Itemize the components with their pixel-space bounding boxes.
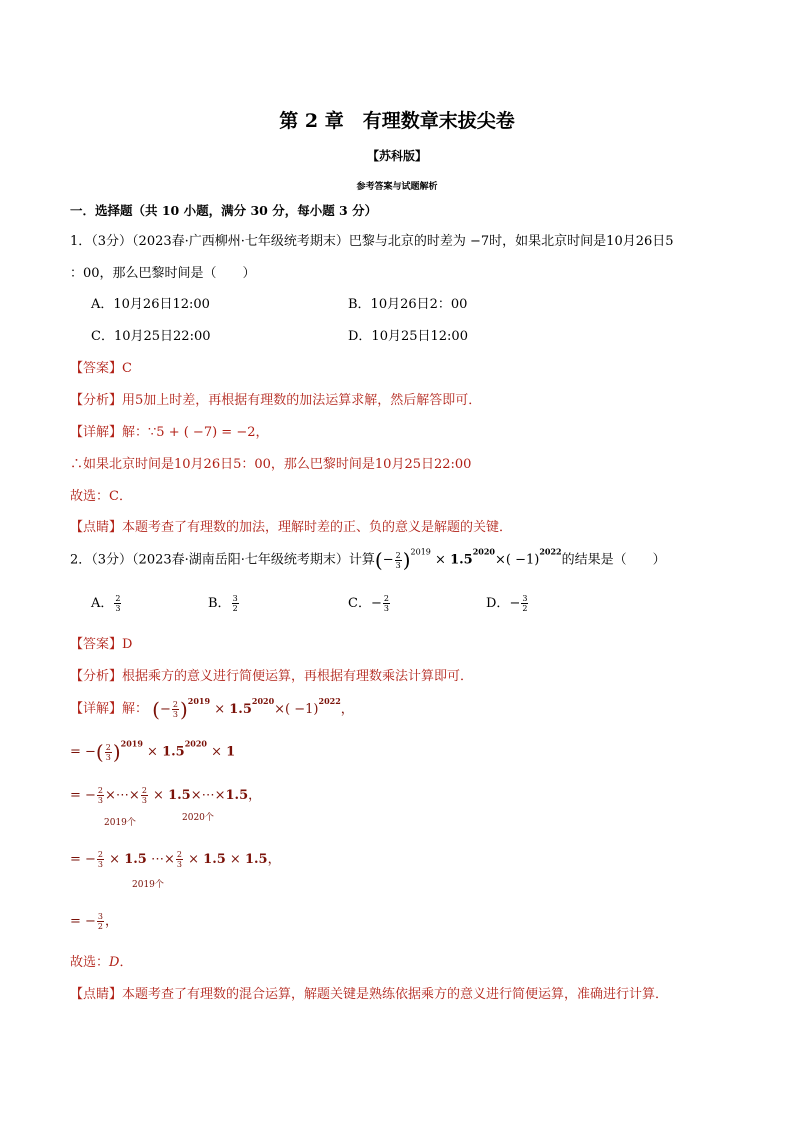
fraction-three-halves: $\frac{3}{2}$ (97, 912, 104, 931)
fraction-two-thirds: $\frac{2}{3}$ (97, 786, 104, 805)
q2-stem-prefix: 2．（3分）（2023春·湖南岳阳·七年级统考期末）计算 (70, 552, 375, 568)
equals-minus: = − (70, 744, 96, 760)
q2-step-5 (70, 910, 118, 931)
q2-step-3 (70, 784, 261, 805)
count-2019-label: 2019个 (104, 818, 136, 828)
q1-detail-prefix: 解： (122, 425, 149, 440)
fraction-two-thirds: $\frac{2}{3}$ (383, 594, 389, 613)
equals-minus: = − (70, 852, 96, 867)
times-sign: × (435, 552, 446, 568)
exponent: 2020 (184, 738, 207, 749)
q1-option-b: B．10月26日2：00 (348, 297, 468, 312)
q2-answer-row (70, 633, 132, 652)
left-paren: ( (95, 740, 104, 764)
subtitle: 参考答案与试题解析 (356, 182, 438, 192)
times-sign: × (109, 852, 121, 867)
base-value: ( −1) (505, 552, 540, 568)
q2-detail-row (70, 697, 354, 721)
q2-comment-label: 【点睛】 (70, 987, 123, 1002)
q1-option-c: C．10月25日22:00 (91, 329, 211, 344)
edition-label: 【苏科版】 (366, 149, 427, 163)
minus-sign: − (370, 596, 382, 611)
exponent: 2022 (318, 695, 341, 706)
comma: ， (267, 852, 281, 867)
choice-suffix: ． (119, 955, 133, 970)
choice-letter: D (109, 955, 120, 970)
page-title: 第 2 章 有理数章末拔尖卷 (279, 110, 515, 132)
q2-option-d (486, 592, 529, 613)
times-sign: × (211, 744, 223, 760)
exponent: 2019 (120, 738, 143, 749)
right-paren: ) (179, 697, 188, 721)
q1-analysis-text: 用5加上时差，再根据有理数的加法运算求解，然后解答即可． (122, 393, 482, 408)
fraction-three-halves: $\frac{3}{2}$ (522, 594, 528, 613)
exponent: 2020 (472, 546, 495, 557)
equals-minus: = − (70, 788, 96, 803)
minus-sign: − (382, 552, 394, 568)
fraction-two-thirds: $\frac{2}{3}$ (115, 594, 121, 613)
base-value: 1.5 (450, 552, 473, 568)
exponent: 2022 (539, 546, 562, 557)
minus-sign: − (509, 596, 521, 611)
q1-analysis-row (70, 389, 481, 408)
choice-prefix: 故选： (70, 955, 110, 970)
left-paren: ( (374, 548, 383, 572)
base-value: 1.5 (244, 852, 268, 867)
base-value: 1.5 (229, 701, 252, 717)
base-value: ( −1) (285, 701, 319, 717)
q2-stem-suffix: 的结果是（ ） (561, 552, 666, 568)
q2-choice (70, 951, 132, 970)
q2-analysis-row (70, 665, 473, 684)
times-sign: × (147, 744, 158, 760)
option-label: D． (486, 596, 510, 611)
q2-answer-value: D (122, 637, 133, 652)
q2-detail-label: 【详解】 (70, 701, 123, 717)
q2-option-a (91, 592, 122, 613)
minus-sign: − (159, 701, 171, 717)
fraction-three-halves: $\frac{3}{2}$ (232, 594, 238, 613)
fraction-two-thirds: $\frac{2}{3}$ (176, 850, 182, 869)
q1-stem-line1: 1．（3分）（2023春·广西柳州·七年级统考期末）巴黎与北京的时差为 −7时，如果北京时间是10月26日5 (70, 234, 674, 249)
fraction-two-thirds: $\frac{2}{3}$ (97, 850, 104, 869)
q1-comment-label: 【点睛】 (70, 520, 123, 535)
times-sign: × (153, 788, 164, 803)
q1-answer-label: 【答案】 (70, 361, 123, 376)
q1-comment-text: 本题考查了有理数的加法，理解时差的正、负的意义是解题的关键． (122, 520, 513, 535)
fraction-two-thirds: $\frac{2}{3}$ (395, 550, 401, 570)
times-sign: × (494, 552, 506, 568)
count-2019-label-2: 2019个 (132, 880, 164, 890)
base-value: 1.5 (225, 788, 249, 803)
q1-detail-label: 【详解】 (70, 425, 123, 440)
q1-option-a: A．10月26日12:00 (91, 297, 210, 312)
q2-stem (70, 548, 666, 572)
q2-option-b (208, 592, 240, 613)
repeated-times: ×⋯× (190, 788, 226, 803)
q1-analysis-label: 【分析】 (70, 393, 123, 408)
q1-detail-math: ∵5 + ( −7) = −2， (148, 425, 269, 440)
q1-detail-row (70, 421, 269, 440)
q1-answer-row (70, 357, 132, 376)
section-heading: 一．选择题（共 10 小题，满分 30 分，每小题 3 分） (70, 203, 378, 218)
q1-option-d: D．10月25日12:00 (348, 329, 468, 344)
exponent: 2020 (251, 695, 275, 706)
option-label: A． (91, 596, 114, 611)
base-value: 1.5 (168, 788, 191, 803)
comma: ， (248, 788, 262, 803)
fraction-two-thirds: $\frac{2}{3}$ (105, 742, 111, 762)
repeated-times: ⋯× (150, 852, 175, 867)
base-value: 1 (226, 744, 236, 760)
q1-stem-line2: ：00，那么巴黎时间是（ ） (70, 266, 256, 281)
q2-analysis-text: 根据乘方的意义进行简便运算，再根据有理数乘法计算即可． (122, 669, 474, 684)
right-paren: ) (402, 548, 411, 572)
q2-analysis-label: 【分析】 (70, 669, 123, 684)
option-label: C． (348, 596, 371, 611)
times-sign: × (229, 852, 241, 867)
times-sign: × (274, 701, 286, 717)
q2-answer-label: 【答案】 (70, 637, 123, 652)
q2-detail-prefix: 解： (122, 701, 149, 717)
q2-comment-row (70, 983, 668, 1002)
option-label: B． (208, 596, 231, 611)
q1-choice: 故选：C． (70, 489, 132, 504)
fraction-two-thirds: $\frac{2}{3}$ (141, 786, 147, 805)
q1-detail-line2: ∴如果北京时间是10月26日5：00，那么巴黎时间是10月25日22:00 (70, 457, 472, 472)
comma: ， (105, 914, 119, 929)
repeated-times: ×⋯× (105, 788, 140, 803)
q1-answer-value: C (122, 361, 132, 376)
exponent: 2019 (187, 695, 211, 706)
left-paren: ( (152, 697, 160, 721)
comma: ， (340, 701, 354, 717)
q2-detail-expr (152, 695, 354, 721)
q2-option-c (348, 592, 391, 613)
base-value: 1.5 (124, 852, 147, 867)
times-sign: × (188, 852, 200, 867)
q1-comment-row (70, 516, 512, 535)
base-value: 1.5 (162, 744, 185, 760)
right-paren: ) (112, 740, 121, 764)
times-sign: × (214, 701, 226, 717)
q2-step-2 (70, 740, 235, 764)
equals-minus: = − (70, 914, 96, 929)
q2-comment-text: 本题考查了有理数的混合运算，解题关键是熟练依据乘方的意义进行简便运算，准确进行计算． (122, 987, 669, 1002)
count-2020-label: 2020个 (182, 813, 214, 823)
q2-step-4 (70, 848, 281, 869)
exponent: 2019 (410, 547, 431, 557)
fraction-two-thirds: $\frac{2}{3}$ (172, 699, 178, 719)
base-value: 1.5 (203, 852, 226, 867)
